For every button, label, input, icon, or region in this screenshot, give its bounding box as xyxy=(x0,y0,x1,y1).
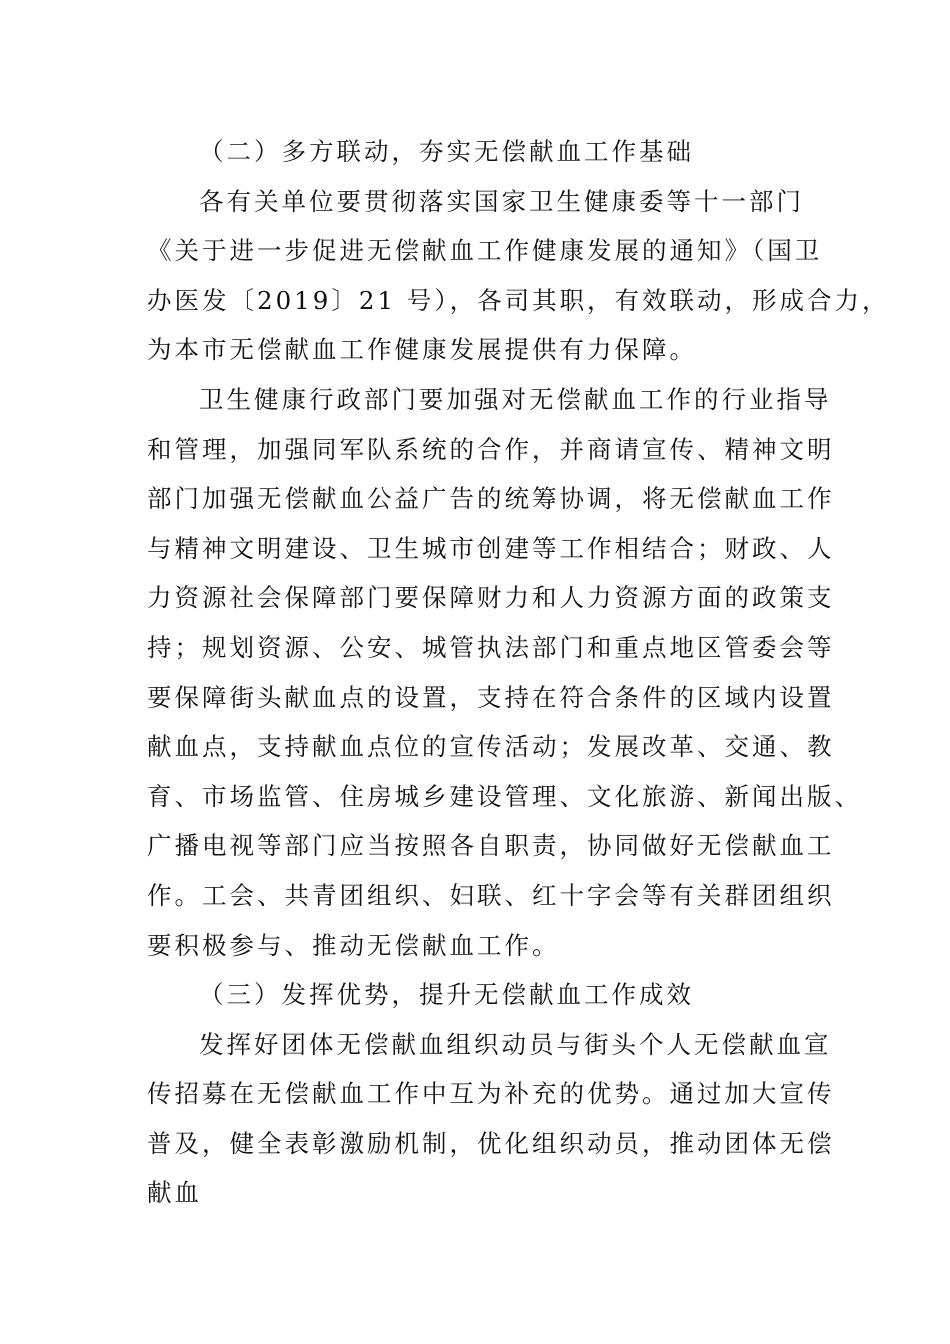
section-3-paragraph-1 xyxy=(147,1020,835,1218)
paragraph-line: 要保障街头献血点的设置，支持在符合条件的区域内设置 xyxy=(147,682,835,712)
paragraph-line: 作。工会、共青团组织、妇联、红十字会等有关群团组织 xyxy=(147,880,835,910)
section-2-paragraph-2 xyxy=(147,375,862,970)
paragraph-line: 力资源社会保障部门要保障财力和人力资源方面的政策支 xyxy=(147,583,835,613)
section-2-heading: （二）多方联动，夯实无偿献血工作基础 xyxy=(199,137,694,166)
paragraph-line: 部门加强无偿献血公益广告的统筹协调，将无偿献血工作 xyxy=(147,484,835,514)
paragraph-line: 传招募在无偿献血工作中互为补充的优势。通过加大宣传 xyxy=(147,1079,835,1109)
paragraph-line: 各有关单位要贯彻落实国家卫生健康委等十一部门 xyxy=(199,186,804,216)
paragraph-line: 献血 xyxy=(147,1178,202,1208)
paragraph-line: 持；规划资源、公安、城管执法部门和重点地区管委会等 xyxy=(147,632,835,662)
paragraph-line: 育、市场监管、住房城乡建设管理、文化旅游、新闻出版、 xyxy=(147,781,862,811)
paragraph-line: 办医发〔2019〕21 号），各司其职，有效联动，形成合力， xyxy=(147,285,890,315)
paragraph-line: 卫生健康行政部门要加强对无偿献血工作的行业指导 xyxy=(199,384,832,414)
paragraph-line: 发挥好团体无偿献血组织动员与街头个人无偿献血宣 xyxy=(199,1029,832,1059)
paragraph-line: 为本市无偿献血工作健康发展提供有力保障。 xyxy=(147,335,697,365)
paragraph-line: 献血点，支持献血点位的宣传活动；发展改革、交通、教 xyxy=(147,732,835,762)
paragraph-line: 广播电视等部门应当按照各自职责，协同做好无偿献血工 xyxy=(147,831,835,861)
paragraph-line: 《关于进一步促进无偿献血工作健康发展的通知》（国卫 xyxy=(147,236,823,266)
paragraph-line: 普及，健全表彰激励机制，优化组织动员，推动团体无偿 xyxy=(147,1128,835,1158)
paragraph-line: 要积极参与、推动无偿献血工作。 xyxy=(147,930,560,960)
document-body xyxy=(147,127,890,1218)
paragraph-line: 和管理，加强同军队系统的合作，并商请宣传、精神文明 xyxy=(147,434,835,464)
section-2-paragraph-1 xyxy=(147,177,890,375)
paragraph-line: 与精神文明建设、卫生城市创建等工作相结合；财政、人 xyxy=(147,533,835,563)
section-3-heading: （三）发挥优势，提升无偿献血工作成效 xyxy=(199,980,694,1010)
